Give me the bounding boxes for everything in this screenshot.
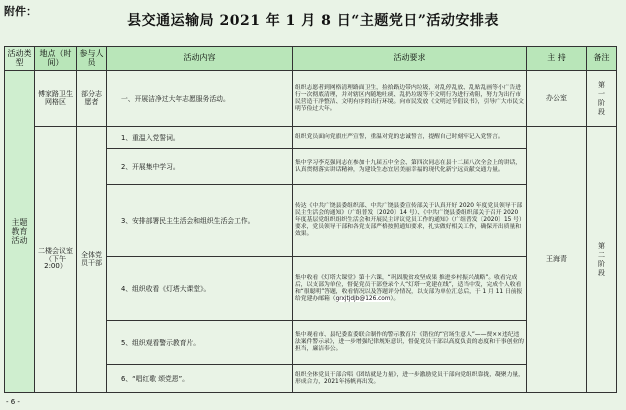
activity-1-content: 1、重温入党誓词。 [107, 127, 293, 149]
header-type: 活动类型 [5, 47, 35, 71]
activity-5-requirements: 集中观看市、县纪委监委联合制作的警示教育片《错位的“官场生意人”——贾××违纪违法案件警示录》，进一步增强纪律规矩意识，督促党员干部以高度负责的态度和干事创业的担当，廉洁奉公。 [293, 321, 527, 365]
meeting-host-text: 王海青 [546, 254, 567, 263]
volunteer-content: 一、开展洁净过大年志愿服务活动。 [107, 71, 293, 127]
meeting-place-text: 二楼会议室（下午2:00） [38, 247, 73, 271]
meeting-place [35, 127, 77, 393]
table-row [5, 71, 617, 127]
header-notes: 备注 [587, 47, 617, 71]
header-place: 地点（时间） [35, 47, 77, 71]
meeting-participants-text: 全体党员干部 [81, 250, 102, 267]
activity-2-content: 2、开展集中学习。 [107, 149, 293, 185]
email-link[interactable]: grxjtjdjb@126.com [335, 295, 391, 302]
volunteer-participants: 部分志愿者 [77, 71, 107, 127]
activity-6-content: 6、“唱红歌 颂党恩”。 [107, 365, 293, 393]
meeting-stage-cell [587, 127, 617, 393]
activity-4-content: 4、组织收看《灯塔大课堂》。 [107, 257, 293, 321]
meeting-participants [77, 127, 107, 393]
header-host: 主 持 [527, 47, 587, 71]
schedule-table [4, 46, 617, 393]
header-row [5, 47, 617, 71]
attachment-label: 附件： [4, 5, 37, 18]
volunteer-requirements: 组织志愿者到网格清理路面卫生，捡拾路边带内垃圾，对乱停乱放、乱贴乱画等小广告进行一次彻底清理，并对辖区内随地吐痰、乱扔垃圾等不文明行为进行劝阻，努力为出行市民营造干净整洁、文明有序的出行环境。向市民发放《文明过节倡议书》，引导广大市民文明节俭过大年。 [293, 71, 527, 127]
activity-6-requirements: 组织全体党员干部合唱《团结就是力量》，进一步激励党员干部向党组织靠拢，凝聚力量，形成合力，2021年扬帆再出发。 [293, 365, 527, 393]
header-participants: 参与人员 [77, 47, 107, 71]
activity-4-requirements-tail: ）。 [390, 295, 400, 302]
page-title: 县交通运输局 2021 年 1 月 8 日“主题党日”活动安排表 [127, 13, 499, 29]
activity-4-requirements-cell [293, 257, 527, 321]
table-row [5, 127, 617, 149]
meeting-stage: 第二阶段 [598, 241, 605, 277]
activity-3-content: 3、安排部署民主生活会和组织生活会工作。 [107, 185, 293, 257]
page-number: - 6 - [6, 398, 20, 406]
activity-4-requirements: 集中收看《灯塔大课堂》第十六课，“巩固脱贫攻坚成果 推进乡村振兴战略”。收看完成后，以支部为单位，督促党员干部登录个人“灯塔一党建在线”，适当中发，完成个人收看和“很聪明”答题，收看情况以及答题评分情况，以支部为单位汇总后，于 1 月 11 日前报给党建办邮箱（ [295, 274, 523, 302]
activity-1-requirements: 组织党员面向党旗庄严宣誓，重温对党的忠诚誓言，提醒自己时刻牢记入党誓言。 [293, 127, 527, 149]
volunteer-host: 办公室 [527, 71, 587, 127]
meeting-host [527, 127, 587, 393]
header-requirements: 活动要求 [293, 47, 527, 71]
activity-type-cell [5, 71, 35, 393]
activity-5-content: 5、组织观看警示教育片。 [107, 321, 293, 365]
header-content: 活动内容 [107, 47, 293, 71]
volunteer-stage: 第一阶段 [598, 80, 605, 116]
activity-3-requirements: 传达《中共广饶县委组织部、中共广饶县委宣传部关于认真开好 2020 年度党员领导干部民主生活会的通知》（广组普发〔2020〕14 号）、《中共广饶县委组织部关于召开 2020 年度基层党组织组织生活会和开展民主评议党员工作的通知》（广组普发〔2020〕15 号）要求，党员领导干部和各党支部严格按照通知要求，扎实做好相关工作，确保开出质量和效果。 [293, 185, 527, 257]
volunteer-place: 傅家路卫生网格区 [35, 71, 77, 127]
volunteer-stage-cell [587, 71, 617, 127]
activity-type: 主题教育活动 [11, 218, 28, 245]
activity-2-requirements: 集中学习李克强同志在参加十九届五中全会、第四次同志在县十二届八次全会上的讲话，认真贯彻落实讲话精神，为建设生态宜居美丽幸福的现代化新宁远贡献交通力量。 [293, 149, 527, 185]
